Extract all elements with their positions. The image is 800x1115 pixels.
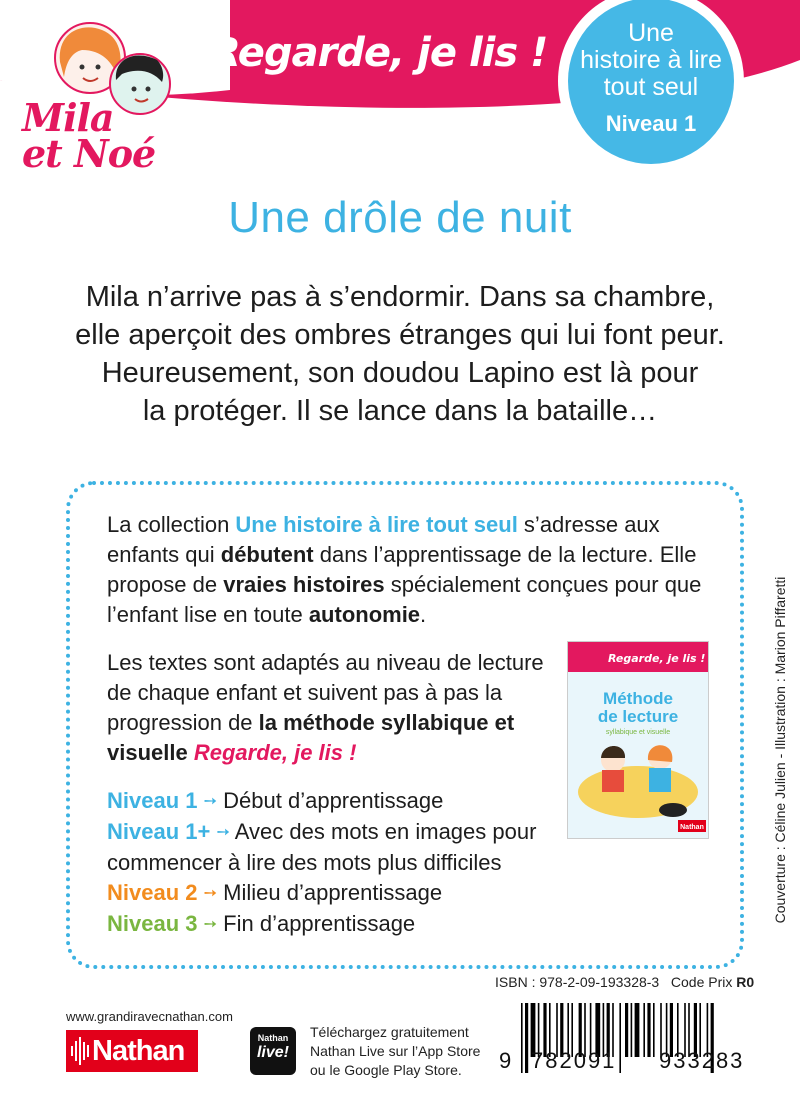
barcode-bar [635,1003,640,1057]
arrow-right-icon: ➙ [203,793,218,810]
barcode-bar [619,1003,621,1073]
level-name: Niveau 3 [107,911,198,936]
thumb-title2: de lecture [597,707,679,726]
level-text: Avec des mots en images pour commencer à lire des mots plus difficiles [107,819,537,875]
barcode-bar [521,1003,523,1073]
emphasis: autonomie [308,602,421,627]
live-logo-top: Nathan [257,1033,289,1043]
method-name: la méthode syllabique et visuelle [107,710,515,765]
brand-name: Regarde, je lis ! [193,740,357,765]
method-paragraph [107,648,557,768]
arrow-right-icon: ➙ [216,824,230,841]
thumb-subtitle: syllabique et visuelle [605,729,671,736]
app-download-text [310,1023,480,1080]
barcode-digit-first: 9 [499,1048,512,1073]
barcode-bar [625,1003,628,1057]
emphasis: vraies histoires [223,572,385,597]
level-name: Niveau 1 [107,788,198,813]
noe-label: et Noé [22,131,156,176]
text: s’adresse aux enfants qui [107,512,660,567]
mila-noe-logo [22,95,156,176]
barcode-bar [643,1003,645,1057]
text: La collection [107,512,236,537]
text: spécialement conçues pour que l’enfant lise en toute [107,572,702,627]
levels-list [107,786,627,940]
text: dans l’apprentissage de la lecture. Elle propose de [107,542,697,597]
price-code: R0 [736,974,755,990]
app-text-line: Nathan Live sur l’App Store [310,1043,481,1059]
level-text: Milieu d’apprentissage [223,880,443,905]
collection-paragraph [107,510,707,630]
thumb-series: Regarde, je lis ! [608,652,706,665]
isbn-line [495,974,754,990]
badge-line-2: histoire à lire [580,46,722,74]
level-item [107,786,627,817]
thumb-publisher: Nathan [680,824,704,831]
summary [40,278,760,430]
badge-line-1: Une [628,19,674,47]
level-item [107,909,627,940]
series-title: Regarde, je lis ! [210,30,548,76]
summary-line: Mila n’arrive pas à s’endormir. Dans sa chambre, [85,281,715,313]
nathan-live-logo[interactable] [250,1027,296,1075]
website-link[interactable]: www.grandiravecnathan.com [66,1009,233,1024]
level-item [107,878,627,909]
price-code-label: Code Prix [670,974,733,990]
badge-level: Niveau 1 [605,111,697,136]
arrow-right-icon: ➙ [203,885,218,902]
credits: Couverture : Céline Julien - Illustration : Marion Piffaretti [772,576,788,924]
mila-label: Mila [22,95,114,140]
badge-line-3: tout seul [603,73,699,101]
barcode-digits-right: 933283 [659,1048,745,1073]
book-title: Une drôle de nuit [228,193,572,242]
arrow-right-icon: ➙ [203,916,218,933]
nathan-logo [66,1030,198,1072]
method-book-thumbnail [567,641,709,839]
level-text: Fin d’apprentissage [223,911,416,936]
level-badge [568,0,734,164]
text: . [420,602,427,627]
live-logo-text: live! [256,1044,289,1061]
barcode-bar [631,1003,633,1057]
isbn-text: ISBN : 978-2-09-193328-3 [495,974,660,990]
barcode-digits-left: 782091 [531,1048,617,1073]
barcode-bar [647,1003,650,1057]
summary-line: la protéger. Il se lance dans la bataille… [142,395,658,427]
text: Les textes sont adaptés au niveau de lecture de chaque enfant et suivent pas à pas la progression de [107,650,544,735]
level-name: Niveau 2 [107,880,198,905]
nathan-wordmark: Nathan [92,1035,185,1067]
collection-name: Une histoire à lire tout seul [235,512,518,537]
summary-line: Heureusement, son doudou Lapino est là pour [101,357,699,389]
app-text-line: Téléchargez gratuitement [310,1024,469,1040]
book-cover-illustration [568,642,708,838]
level-item [107,817,627,878]
barcode-bar [525,1003,528,1073]
level-text: Début d’apprentissage [223,788,444,813]
barcode-bar [653,1003,655,1057]
summary-line: elle aperçoit des ombres étranges qui lui font peur. [75,319,725,351]
emphasis: débutent [220,542,314,567]
thumb-title1: Méthode [603,689,673,708]
app-text-line: ou le Google Play Store. [310,1062,462,1078]
level-name: Niveau 1+ [107,819,211,844]
